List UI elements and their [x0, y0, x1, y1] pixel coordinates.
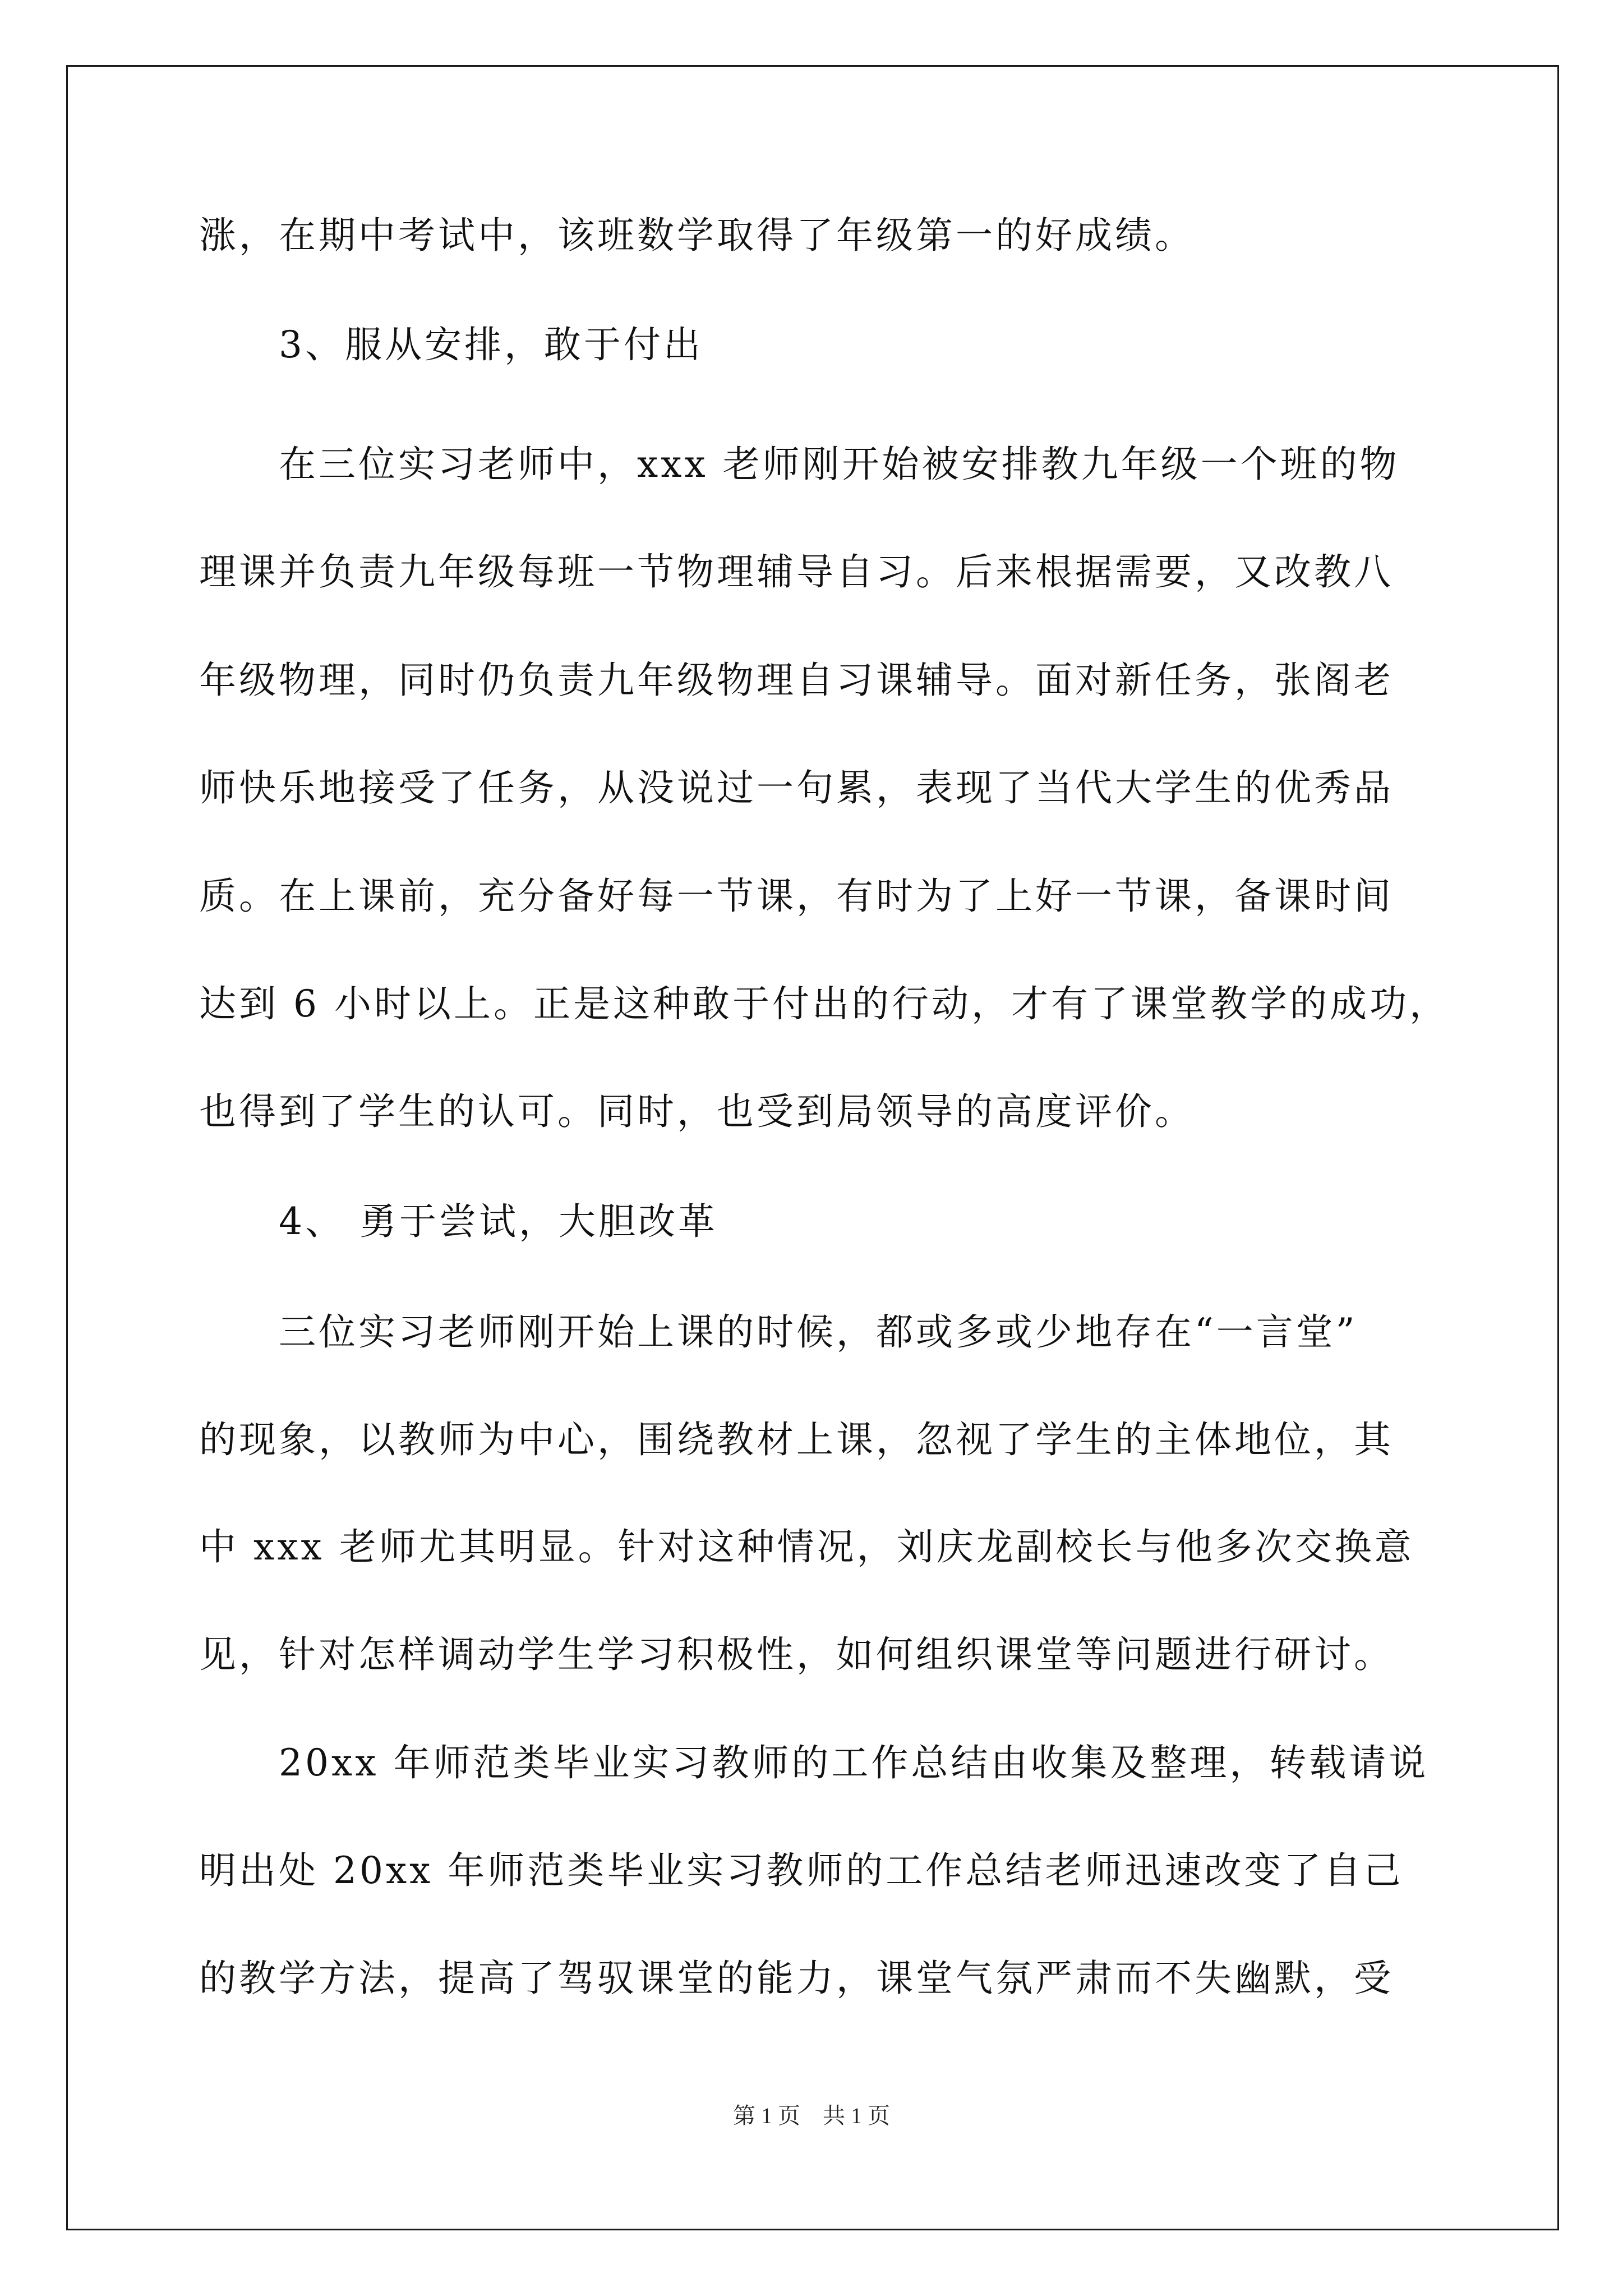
text-line: 理课并负责九年级每班一节物理辅导自习。后来根据需要，又改教八 [199, 550, 1394, 593]
page-border [66, 65, 1559, 2230]
page-number: 第 1 页 共 1 页 [733, 2103, 890, 2128]
text-line: 涨，在期中考试中，该班数学取得了年级第一的好成绩。 [199, 214, 1195, 257]
text-line: 明出处 20xx 年师范类毕业实习教师的工作总结老师迅速改变了自己 [199, 1849, 1404, 1892]
text-line: 也得到了学生的认可。同时，也受到局领导的高度评价。 [199, 1090, 1195, 1133]
text-line: 质。在上课前，充分备好每一节课，有时为了上好一节课，备课时间 [199, 875, 1394, 918]
text-line: 的教学方法，提高了驾驭课堂的能力，课堂气氛严肃而不失幽默，受 [199, 1957, 1394, 2000]
text-line: 达到 6 小时以上。正是这种敢于付出的行动，才有了课堂教学的成功， [199, 982, 1449, 1025]
text-line: 的现象，以教师为中心，围绕教材上课，忽视了学生的主体地位，其 [199, 1418, 1394, 1461]
section-heading: 3、服从安排，敢于付出 [279, 323, 703, 366]
text-line: 20xx 年师范类毕业实习教师的工作总结由收集及整理，转载请说 [279, 1741, 1429, 1784]
text-line: 中 xxx 老师尤其明显。针对这种情况，刘庆龙副校长与他多次交换意 [199, 1525, 1414, 1568]
text-line: 在三位实习老师中，xxx 老师刚开始被安排教九年级一个班的物 [279, 443, 1400, 486]
section-heading: 4、 勇于尝试，大胆改革 [279, 1200, 718, 1243]
text-line: 三位实习老师刚开始上课的时候，都或多或少地存在“一言堂” [279, 1310, 1358, 1354]
text-line: 年级物理，同时仍负责九年级物理自习课辅导。面对新任务，张阁老 [199, 659, 1394, 702]
text-line: 见，针对怎样调动学生学习积极性，如何组织课堂等问题进行研讨。 [199, 1633, 1394, 1676]
text-line: 师快乐地接受了任务，从没说过一句累，表现了当代大学生的优秀品 [199, 766, 1394, 809]
